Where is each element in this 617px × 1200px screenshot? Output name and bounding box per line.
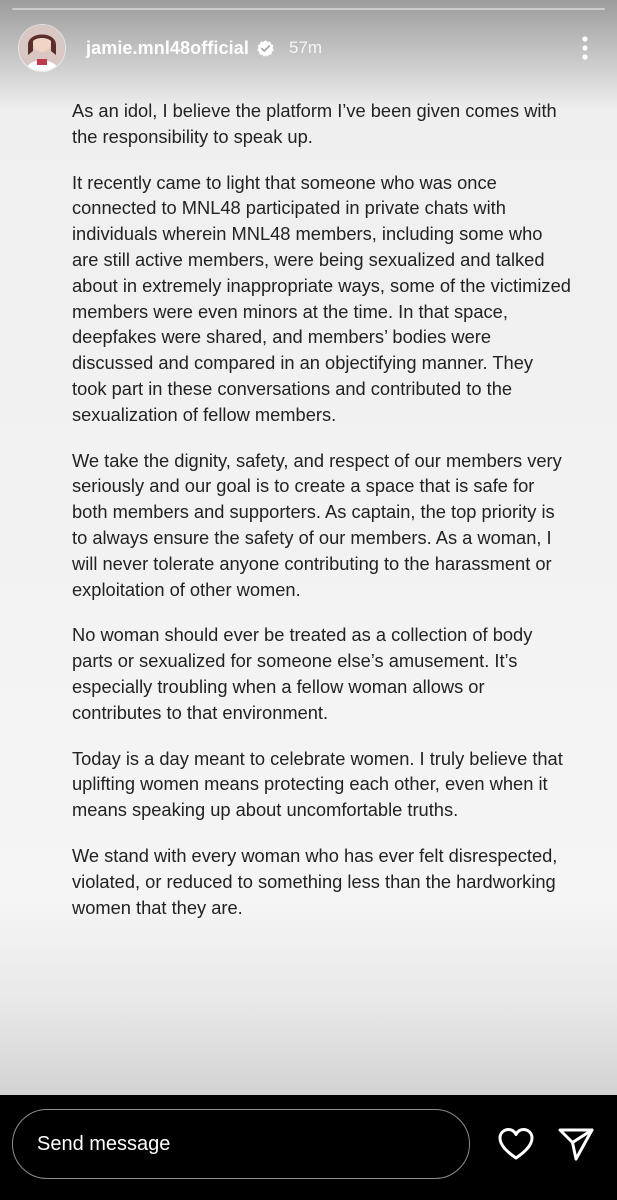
more-vertical-icon[interactable] bbox=[573, 34, 597, 62]
send-message-placeholder: Send message bbox=[37, 1132, 171, 1155]
heart-icon[interactable] bbox=[497, 1127, 535, 1161]
paragraph: We take the dignity, safety, and respect of our members very seriously and our goal is to create a space that is safe for both members and supporters. As captain, the top priority is to always ensure the safety of our members. As a woman, I will never tolerate anyone contributing to the harassment or exploitation of other women. bbox=[72, 449, 562, 600]
story-header bbox=[18, 24, 597, 72]
avatar[interactable] bbox=[18, 24, 66, 72]
paragraph: We stand with every woman who has ever felt disrespected, violated, or reduced to something less than the hardworking women that they are. bbox=[72, 844, 558, 918]
statement-text bbox=[72, 98, 572, 940]
paragraph: Today is a day meant to celebrate women. I truly believe that uplifting women means protecting each other, even when it means speaking up about uncomfortable truths. bbox=[72, 747, 563, 821]
paragraph: No woman should ever be treated as a collection of body parts or sexualized for someone else’s amusement. It’s especially troubling when a fellow woman allows or contributes to that environment. bbox=[72, 624, 533, 723]
post-time: 57m bbox=[288, 38, 323, 57]
verified-badge-icon bbox=[256, 39, 275, 58]
username[interactable]: jamie.mnl48official bbox=[86, 37, 249, 58]
reply-bar bbox=[0, 1095, 617, 1200]
story-progress-bar bbox=[12, 8, 605, 10]
send-icon[interactable] bbox=[557, 1126, 595, 1162]
paragraph: It recently came to light that someone who was once connected to MNL48 participated in private chats with individuals wherein MNL48 members, including some who are still active members, were being sexualized and talked about in extremely inappropriate ways, some of the victimized members were even minors at the time. In that space, deepfakes were shared, and members’ bodies were discussed and compared in an objectifying manner. They took part in these conversations and contributed to the sexualization of fellow members. bbox=[72, 171, 571, 425]
send-message-input[interactable] bbox=[12, 1109, 470, 1179]
paragraph: As an idol, I believe the platform I’ve been given comes with the responsibility to speak up. bbox=[72, 100, 557, 147]
